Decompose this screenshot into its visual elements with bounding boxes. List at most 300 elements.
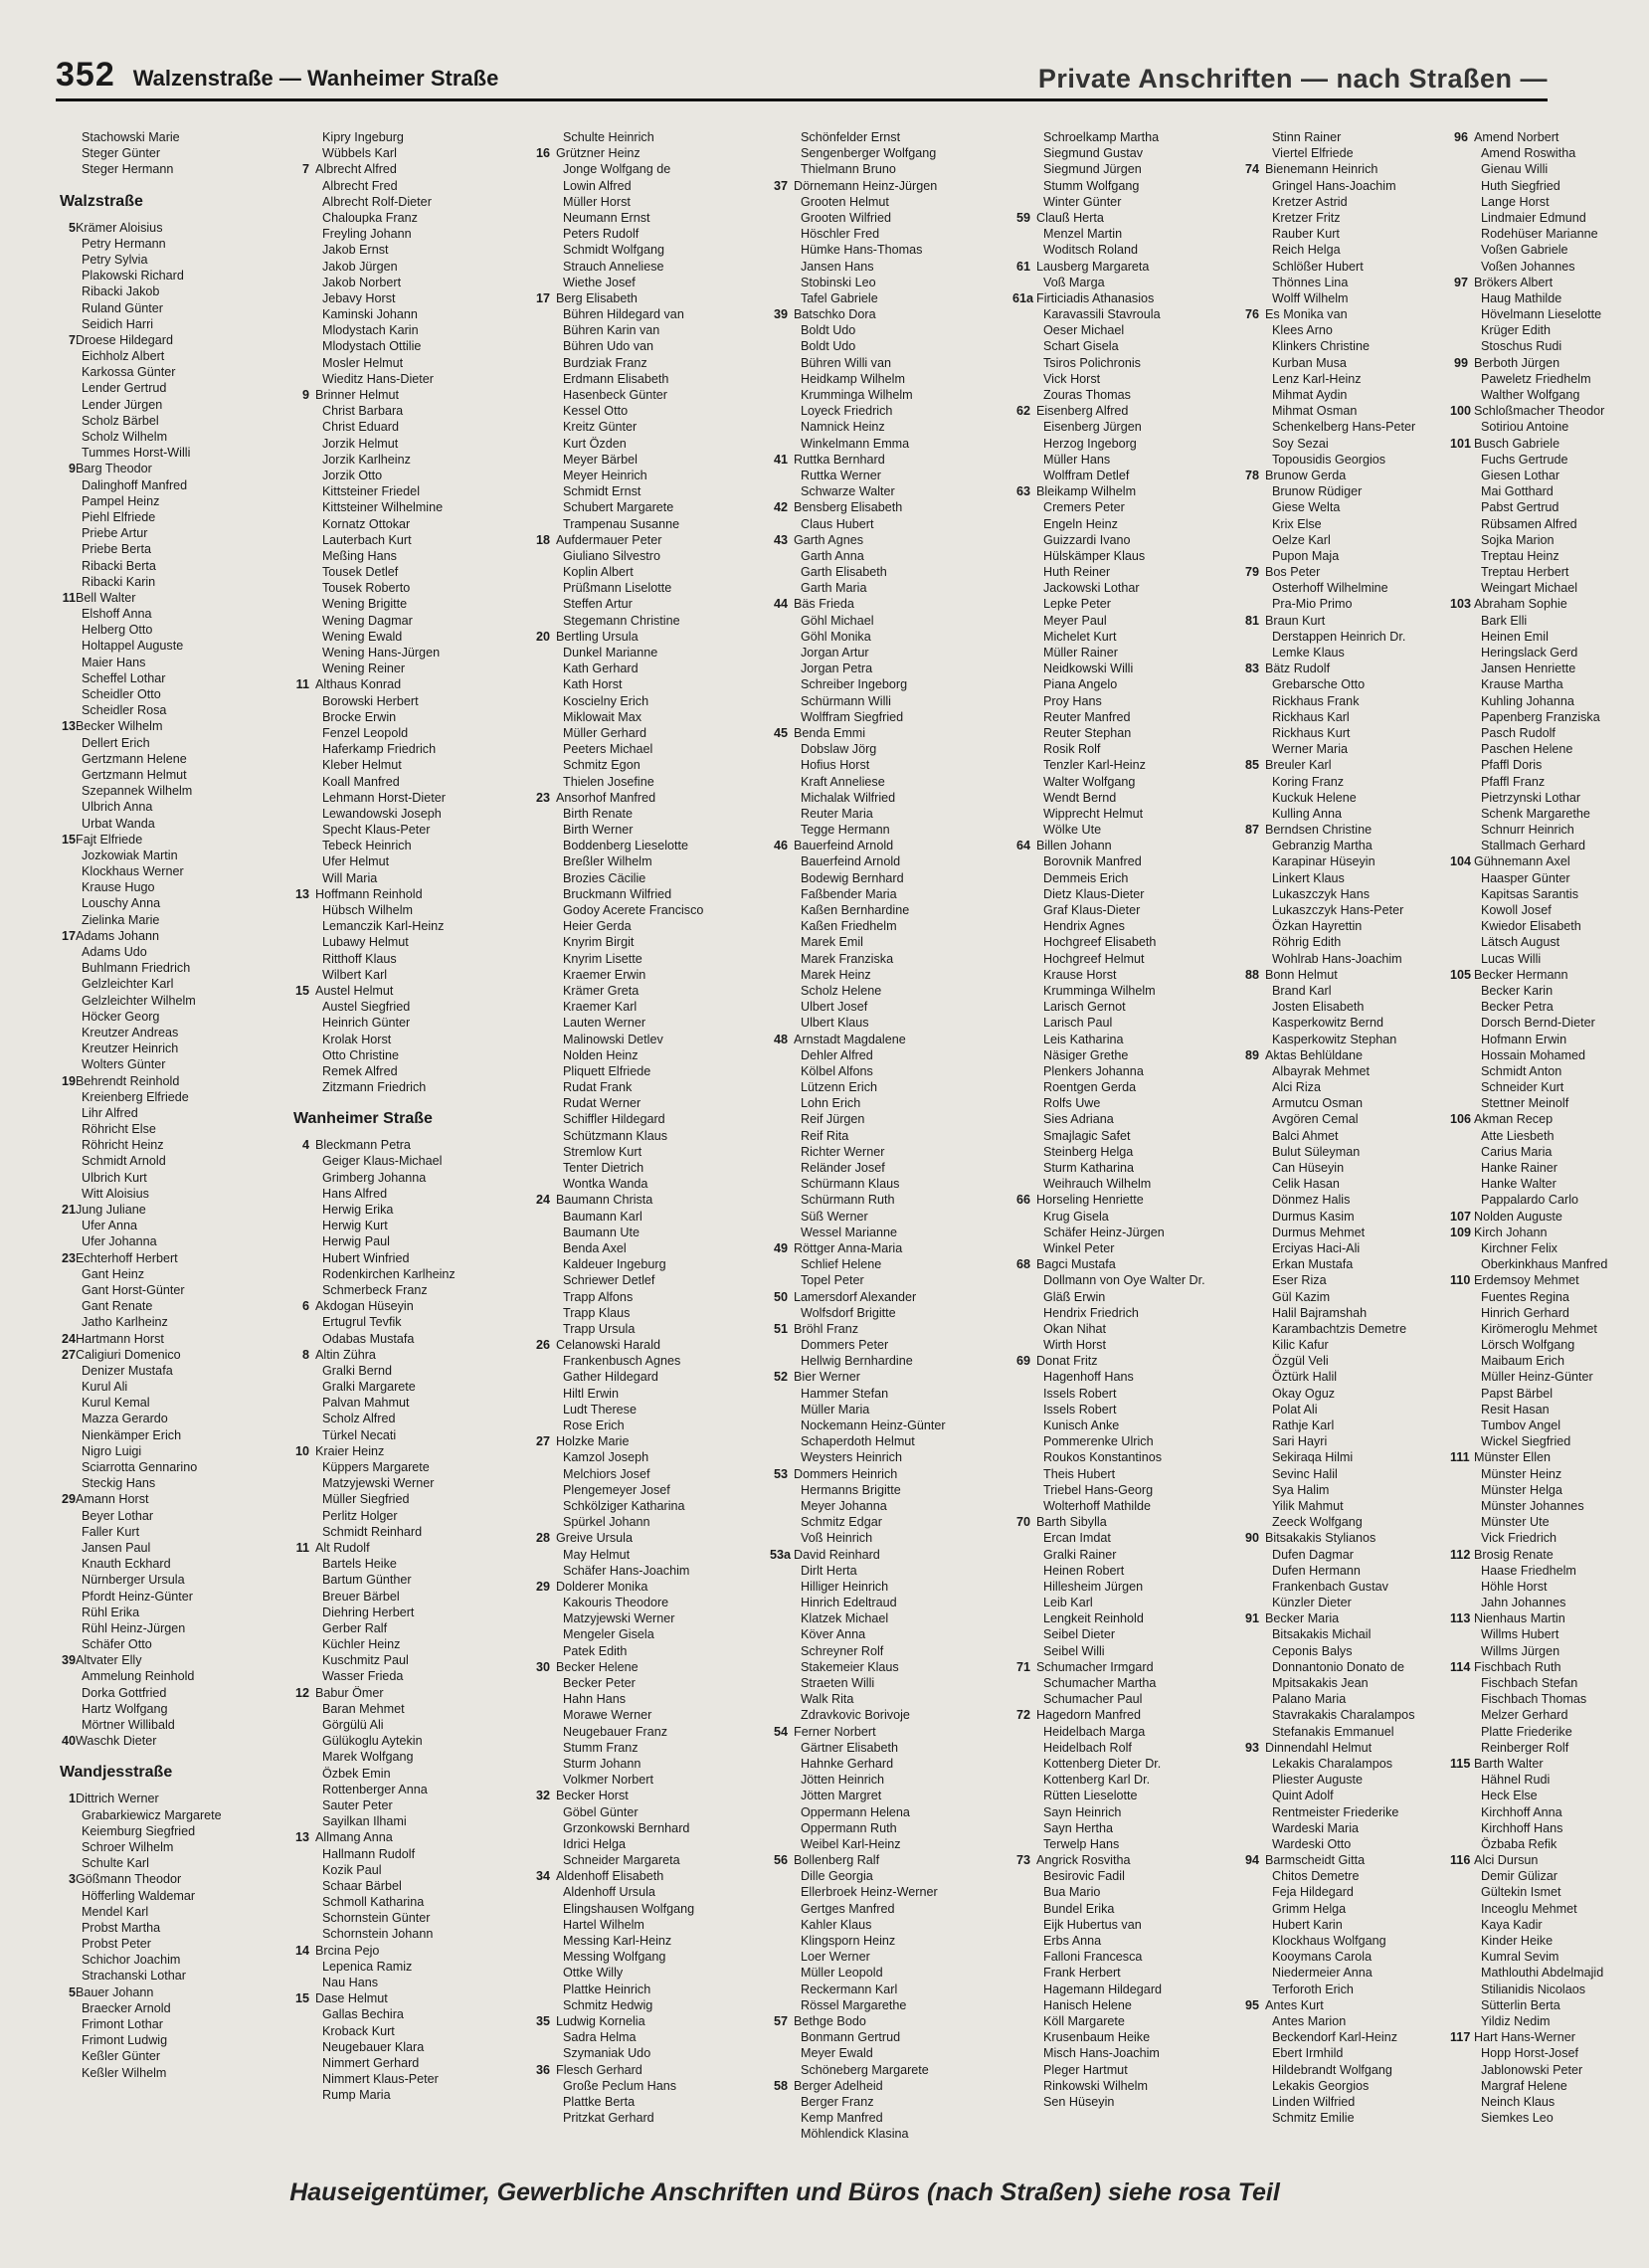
resident-name: Becker Hermann: [1474, 967, 1568, 982]
directory-entry: [770, 596, 969, 612]
directory-entry: [1012, 1949, 1211, 1965]
resident-name: Erkan Mustafa: [1272, 1257, 1354, 1272]
resident-name: Schmidt Anton: [1481, 1063, 1562, 1078]
resident-name: Meyer Bärbel: [563, 452, 638, 467]
house-number: 68: [1015, 1257, 1030, 1272]
directory-entry: [1012, 532, 1211, 548]
directory-entry: [1450, 1788, 1649, 1803]
resident-name: Özbaba Refik: [1481, 1836, 1557, 1851]
directory-entry: [532, 1933, 731, 1949]
directory-entry: [1012, 1111, 1211, 1127]
resident-name: Reif Rita: [801, 1128, 849, 1143]
resident-name: Braun Kurt: [1265, 613, 1326, 628]
directory-entry: [770, 1305, 969, 1321]
resident-name: Köver Anna: [801, 1627, 866, 1642]
directory-entry: [291, 757, 490, 773]
resident-name: Heringslack Gerd: [1481, 646, 1578, 660]
directory-entry: [532, 436, 731, 452]
resident-name: Reif Jürgen: [801, 1112, 865, 1127]
house-number: 61: [1015, 259, 1030, 274]
resident-name: Trapp Klaus: [563, 1305, 631, 1320]
resident-name: Scheffel Lothar: [82, 670, 166, 685]
directory-entry: [291, 596, 490, 612]
resident-name: Inceoglu Mehmet: [1481, 1901, 1577, 1916]
directory-entry: [532, 1402, 731, 1418]
directory-entry: [532, 242, 731, 258]
house-number: 52: [773, 1370, 788, 1385]
directory-entry: [1450, 676, 1649, 692]
directory-entry: [291, 1636, 490, 1652]
directory-entry: [770, 1418, 969, 1433]
resident-name: Schäfer Heinz-Jürgen: [1043, 1225, 1165, 1239]
resident-name: Schmidt Reinhard: [322, 1524, 423, 1539]
resident-name: Albrecht Rolf-Dieter: [322, 194, 432, 209]
resident-name: Frimont Ludwig: [82, 2033, 168, 2048]
directory-entry: [291, 1282, 490, 1298]
resident-name: Kirch Johann: [1474, 1225, 1548, 1239]
resident-name: Hossain Mohamed: [1481, 1047, 1585, 1062]
resident-name: Meyer Heinrich: [563, 468, 647, 482]
directory-entry: [1450, 967, 1649, 983]
directory-entry: [1241, 1337, 1440, 1353]
resident-name: Pappalardo Carlo: [1481, 1193, 1579, 1208]
directory-entry: [1450, 1901, 1649, 1917]
resident-name: Hartmann Horst: [76, 1331, 164, 1346]
directory-entry: [58, 364, 257, 380]
directory-entry: [770, 1563, 969, 1579]
resident-name: Sturm Katharina: [1043, 1161, 1134, 1175]
resident-name: Künzler Dieter: [1272, 1596, 1352, 1610]
resident-name: Schmidt Ernst: [563, 484, 641, 499]
resident-name: Kirchhoff Hans: [1481, 1820, 1563, 1835]
resident-name: Schlief Helene: [801, 1257, 882, 1272]
directory-entry: [532, 1610, 731, 1626]
resident-name: Droese Hildegard: [76, 332, 174, 347]
resident-name: Schulte Karl: [82, 1856, 149, 1871]
resident-name: Özkan Hayrettin: [1272, 919, 1363, 934]
resident-name: Münster Heinz: [1481, 1466, 1562, 1481]
directory-entry: [1241, 613, 1440, 629]
directory-entry: [532, 918, 731, 934]
resident-name: Grimberg Johanna: [322, 1170, 427, 1185]
directory-entry: [1241, 1482, 1440, 1498]
house-number: 73: [1015, 1853, 1030, 1868]
resident-name: Weihrauch Wilhelm: [1043, 1177, 1152, 1192]
directory-entry: [1450, 161, 1649, 177]
directory-entry: [770, 1626, 969, 1642]
resident-name: Süß Werner: [801, 1209, 868, 1224]
directory-entry: [291, 2023, 490, 2039]
resident-name: Erbs Anna: [1043, 1934, 1102, 1948]
directory-entry: [1012, 1530, 1211, 1546]
directory-entry: [1012, 1225, 1211, 1240]
resident-name: Durmus Kasim: [1272, 1209, 1355, 1224]
directory-entry: [291, 1959, 490, 1975]
house-number: 66: [1015, 1193, 1030, 1208]
directory-entry: [1450, 1626, 1649, 1642]
directory-entry: [770, 290, 969, 306]
resident-name: Faller Kurt: [82, 1524, 140, 1539]
resident-name: Richter Werner: [801, 1144, 885, 1159]
resident-name: Hanke Rainer: [1481, 1161, 1558, 1175]
directory-entry: [291, 1829, 490, 1845]
directory-entry: [1012, 2013, 1211, 2029]
resident-name: Giese Welta: [1272, 500, 1341, 515]
resident-name: Ertugrul Tevfik: [322, 1315, 402, 1330]
directory-entry: [58, 638, 257, 654]
resident-name: Sies Adriana: [1043, 1112, 1114, 1127]
resident-name: Hanisch Helene: [1043, 1997, 1132, 2012]
directory-entry: [291, 967, 490, 983]
resident-name: Braecker Arnold: [82, 2000, 171, 2015]
resident-name: Kuhling Johanna: [1481, 693, 1574, 708]
resident-name: Messing Karl-Heinz: [563, 1934, 672, 1948]
resident-name: Wilbert Karl: [322, 967, 388, 982]
resident-name: Reuter Stephan: [1043, 725, 1132, 740]
resident-name: Krüger Edith: [1481, 323, 1552, 338]
directory-entry: [770, 1997, 969, 2013]
directory-entry: [1241, 564, 1440, 580]
resident-name: Rinkowski Wilhelm: [1043, 2078, 1148, 2093]
directory-entry: [770, 1111, 969, 1127]
house-number: 112: [1450, 1547, 1471, 1562]
directory-entry: [291, 918, 490, 934]
resident-name: Jakob Ernst: [322, 243, 389, 258]
directory-entry: [58, 606, 257, 622]
directory-entry: [1450, 2110, 1649, 2126]
directory-entry: [1241, 1079, 1440, 1095]
directory-entry: [58, 268, 257, 284]
resident-name: Arnstadt Magdalene: [794, 1032, 906, 1046]
directory-entry: [532, 1788, 731, 1803]
directory-entry: [58, 622, 257, 638]
directory-entry: [770, 306, 969, 322]
directory-entry: [1012, 596, 1211, 612]
directory-entry: [291, 452, 490, 468]
directory-entry: [770, 1466, 969, 1482]
resident-name: Kakouris Theodore: [563, 1596, 669, 1610]
resident-name: Siemkes Leo: [1481, 2111, 1554, 2126]
resident-name: Papst Bärbel: [1481, 1386, 1554, 1401]
directory-entry: [291, 436, 490, 452]
directory-column: [532, 129, 731, 2126]
house-number: 20: [535, 629, 550, 644]
directory-entry: [1241, 275, 1440, 290]
resident-name: Hofmann Erwin: [1481, 1032, 1567, 1046]
house-number: 1: [68, 1792, 76, 1806]
resident-name: Schmitz Hedwig: [563, 1997, 653, 2012]
directory-entry: [1012, 226, 1211, 242]
directory-entry: [58, 509, 257, 525]
resident-name: Wolffram Siegfried: [801, 709, 904, 724]
directory-entry: [1450, 1691, 1649, 1707]
directory-entry: [532, 1547, 731, 1563]
resident-name: Ludt Therese: [563, 1402, 637, 1417]
directory-entry: [291, 1202, 490, 1218]
directory-entry: [770, 1836, 969, 1852]
directory-entry: [770, 1449, 969, 1465]
directory-entry: [1012, 1852, 1211, 1868]
house-number: 3: [68, 1872, 76, 1887]
directory-entry: [770, 1724, 969, 1740]
directory-entry: [770, 355, 969, 371]
page-number: 352: [56, 56, 115, 94]
directory-entry: [1450, 822, 1649, 838]
resident-name: Krumminga Wilhelm: [801, 388, 913, 402]
house-number: 36: [535, 2062, 550, 2077]
resident-name: Chitos Demetre: [1272, 1869, 1360, 1884]
directory-entry: [1012, 1321, 1211, 1337]
resident-name: Greive Ursula: [556, 1531, 633, 1546]
resident-name: Schreiber Ingeborg: [801, 677, 908, 692]
directory-entry: [1012, 1063, 1211, 1079]
directory-entry: [770, 1756, 969, 1772]
directory-entry: [58, 1218, 257, 1233]
resident-name: Wolterhoff Mathilde: [1043, 1498, 1152, 1513]
directory-entry: [291, 355, 490, 371]
directory-entry: [532, 226, 731, 242]
directory-entry: [58, 655, 257, 670]
directory-entry: [1241, 1917, 1440, 1933]
resident-name: Topel Peter: [801, 1273, 864, 1288]
resident-name: Nau Hans: [322, 1976, 379, 1989]
resident-name: Lausberg Margareta: [1036, 259, 1150, 274]
resident-name: Michalak Wilfried: [801, 790, 896, 805]
house-number: 90: [1244, 1531, 1259, 1546]
directory-entry: [1241, 2062, 1440, 2078]
resident-name: Armutcu Osman: [1272, 1096, 1363, 1111]
directory-entry: [532, 1337, 731, 1353]
resident-name: Marek Wolfgang: [322, 1750, 414, 1765]
directory-entry: [58, 912, 257, 928]
directory-entry: [532, 1595, 731, 1610]
directory-entry: [1450, 1305, 1649, 1321]
resident-name: Wontka Wanda: [563, 1177, 648, 1192]
directory-entry: [58, 445, 257, 461]
directory-entry: [1450, 934, 1649, 950]
directory-entry: [1450, 1836, 1649, 1852]
directory-entry: [532, 1466, 731, 1482]
directory-entry: [1012, 725, 1211, 741]
directory-entry: [58, 1395, 257, 1411]
directory-entry: [1012, 1563, 1211, 1579]
resident-name: Wickel Siegfried: [1481, 1434, 1571, 1449]
resident-name: Jung Juliane: [76, 1203, 146, 1217]
resident-name: Otto Christine: [322, 1047, 399, 1062]
resident-name: Dommers Peter: [801, 1338, 889, 1353]
directory-entry: [291, 1363, 490, 1379]
directory-entry: [58, 1250, 257, 1266]
resident-name: Brocke Erwin: [322, 709, 397, 724]
directory-entry: [1012, 676, 1211, 692]
resident-name: Dörnemann Heinz-Jürgen: [794, 178, 938, 193]
resident-name: Frank Herbert: [1043, 1966, 1121, 1981]
directory-entry: [58, 1363, 257, 1379]
resident-name: Plenkers Johanna: [1043, 1063, 1144, 1078]
directory-entry: [58, 895, 257, 911]
directory-entry: [532, 1256, 731, 1272]
resident-name: Peters Rudolf: [563, 227, 640, 242]
directory-entry: [291, 1314, 490, 1330]
directory-entry: [58, 863, 257, 879]
resident-name: Barg Theodor: [76, 462, 152, 476]
directory-entry: [1241, 902, 1440, 918]
directory-entry: [291, 983, 490, 999]
directory-entry: [770, 194, 969, 210]
resident-name: Schenkelberg Hans-Peter: [1272, 420, 1416, 435]
resident-name: Strauch Anneliese: [563, 259, 664, 274]
resident-name: Ruttka Werner: [801, 468, 881, 482]
resident-name: Barth Sibylla: [1036, 1515, 1107, 1530]
directory-entry: [291, 629, 490, 645]
resident-name: Garth Elisabeth: [801, 565, 887, 580]
resident-name: Müller Leopold: [801, 1966, 883, 1981]
resident-name: David Reinhard: [794, 1547, 880, 1562]
directory-entry: [1012, 902, 1211, 918]
directory-entry: [770, 1063, 969, 1079]
directory-entry: [1450, 774, 1649, 790]
directory-entry: [1012, 1032, 1211, 1047]
directory-entry: [770, 1982, 969, 1997]
resident-name: Ammelung Reinhold: [82, 1669, 195, 1684]
resident-name: Schloßmacher Theodor: [1474, 404, 1605, 419]
directory-entry: [532, 629, 731, 645]
directory-entry: [58, 1968, 257, 1984]
resident-name: Jahn Johannes: [1481, 1596, 1566, 1610]
directory-entry: [58, 413, 257, 429]
resident-name: Erdemsoy Mehmet: [1474, 1273, 1579, 1288]
resident-name: Garth Agnes: [794, 532, 864, 547]
resident-name: Wolff Wilhelm: [1272, 290, 1349, 305]
resident-name: Schnurr Heinrich: [1481, 823, 1574, 838]
directory-entry: [770, 822, 969, 838]
resident-name: Müller Rainer: [1043, 646, 1118, 660]
directory-entry: [291, 210, 490, 226]
directory-entry: [1450, 1724, 1649, 1740]
resident-name: Gant Heinz: [82, 1266, 144, 1281]
directory-entry: [1450, 1547, 1649, 1563]
directory-entry: [1450, 1804, 1649, 1820]
directory-entry: [1012, 2029, 1211, 2045]
directory-entry: [1241, 1788, 1440, 1803]
directory-entry: [770, 1209, 969, 1225]
directory-entry: [532, 387, 731, 403]
resident-name: Bulut Süleyman: [1272, 1144, 1361, 1159]
directory-entry: [532, 1852, 731, 1868]
directory-entry: [1241, 1949, 1440, 1965]
resident-name: Kilic Kafur: [1272, 1338, 1329, 1353]
directory-entry: [1450, 1498, 1649, 1514]
resident-name: Zdravkovic Borivoje: [801, 1708, 910, 1723]
directory-entry: [1450, 661, 1649, 676]
directory-entry: [532, 741, 731, 757]
resident-name: Tebeck Heinrich: [322, 839, 412, 853]
directory-entry: [291, 1540, 490, 1556]
resident-name: Schönfelder Ernst: [801, 130, 901, 144]
resident-name: Bertling Ursula: [556, 629, 639, 644]
directory-entry: [58, 1807, 257, 1823]
directory-entry: [1450, 2062, 1649, 2078]
resident-name: Plattke Heinrich: [563, 1982, 651, 1996]
directory-entry: [1241, 2045, 1440, 2061]
resident-name: Mazza Gerardo: [82, 1412, 168, 1426]
resident-name: Gant Renate: [82, 1299, 153, 1314]
resident-name: Sengenberger Wolfgang: [801, 146, 937, 161]
directory-entry: [1012, 1160, 1211, 1176]
directory-entry: [1241, 419, 1440, 435]
resident-name: Mpitsakakis Jean: [1272, 1676, 1369, 1690]
resident-name: Sotiriou Antoine: [1481, 420, 1569, 435]
resident-name: Hendrix Friedrich: [1043, 1305, 1139, 1320]
directory-entry: [1012, 1240, 1211, 1256]
resident-name: Müller Heinz-Günter: [1481, 1370, 1593, 1385]
directory-entry: [532, 1868, 731, 1884]
resident-name: Reuter Maria: [801, 806, 873, 821]
resident-name: Scholz Wilhelm: [82, 430, 168, 444]
house-number: 4: [301, 1138, 309, 1153]
resident-name: Gebranzig Martha: [1272, 839, 1373, 853]
resident-name: Demir Gülizar: [1481, 1869, 1557, 1884]
resident-name: Hildebrandt Wolfgang: [1272, 2062, 1392, 2077]
resident-name: Platte Friederike: [1481, 1724, 1572, 1739]
resident-name: Weingart Michael: [1481, 581, 1578, 596]
directory-entry: [1450, 403, 1649, 419]
directory-entry: [291, 1475, 490, 1491]
directory-entry: [770, 1530, 969, 1546]
resident-name: Lekakis Georgios: [1272, 2078, 1370, 2093]
house-number: 76: [1244, 307, 1259, 322]
resident-name: May Helmut: [563, 1547, 631, 1562]
directory-entry: [1450, 1047, 1649, 1063]
directory-entry: [291, 1685, 490, 1701]
resident-name: Schmoll Katharina: [322, 1895, 425, 1910]
directory-entry: [291, 322, 490, 338]
directory-entry: [1012, 790, 1211, 806]
resident-name: Larisch Paul: [1043, 1016, 1113, 1031]
directory-entry: [1012, 1047, 1211, 1063]
directory-entry: [1241, 1933, 1440, 1949]
resident-name: Stavrakakis Charalampos: [1272, 1708, 1415, 1723]
directory-entry: [1241, 596, 1440, 612]
directory-entry: [291, 226, 490, 242]
house-number: 27: [61, 1347, 76, 1362]
directory-entry: [1241, 1256, 1440, 1272]
resident-name: Nolden Auguste: [1474, 1209, 1562, 1224]
directory-entry: [1241, 1579, 1440, 1595]
directory-entry: [532, 1418, 731, 1433]
directory-entry: [1012, 1982, 1211, 1997]
resident-name: Klingsporn Heinz: [801, 1934, 896, 1948]
resident-name: Fuchs Gertrude: [1481, 452, 1568, 467]
resident-name: Albayrak Mehmet: [1272, 1063, 1370, 1078]
resident-name: Lohn Erich: [801, 1096, 861, 1111]
directory-entry: [1450, 322, 1649, 338]
directory-entry: [770, 1643, 969, 1659]
resident-name: Clauß Herta: [1036, 210, 1104, 225]
directory-entry: [1241, 2029, 1440, 2045]
resident-name: Schroer Wilhelm: [82, 1839, 174, 1854]
directory-entry: [532, 1047, 731, 1063]
resident-name: Pommerenke Ulrich: [1043, 1434, 1154, 1449]
resident-name: Ulbert Klaus: [801, 1016, 869, 1031]
directory-entry: [1012, 983, 1211, 999]
resident-name: Münster Johannes: [1481, 1498, 1584, 1513]
resident-name: Herzog Ingeborg: [1043, 436, 1137, 451]
resident-name: Schlößer Hubert: [1272, 259, 1364, 274]
resident-name: Schaar Bärbel: [322, 1878, 402, 1893]
directory-entry: [1450, 757, 1649, 773]
house-number: 30: [535, 1659, 550, 1674]
